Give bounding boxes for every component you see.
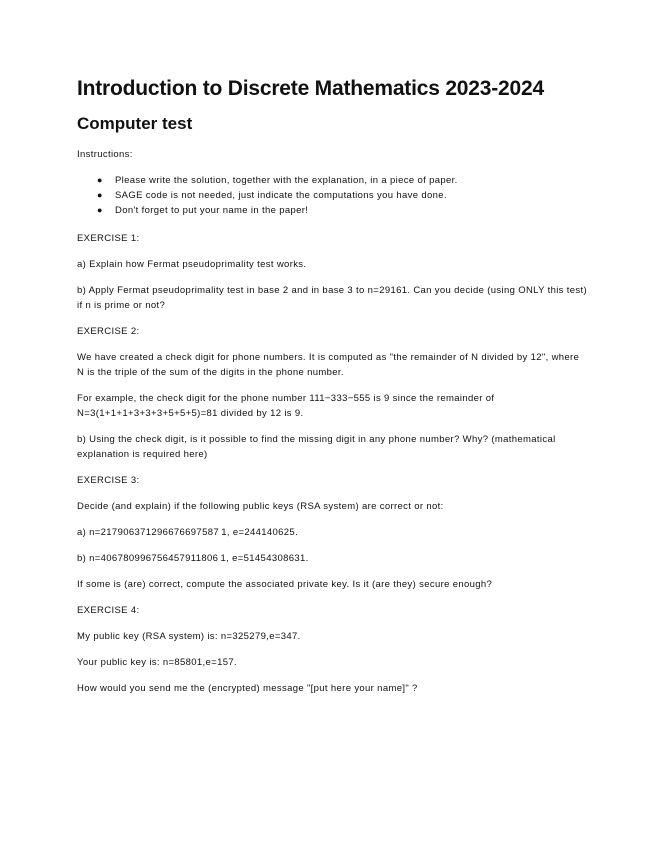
document-subtitle: Computer test	[77, 114, 193, 133]
exercise2-heading: EXERCISE 2:	[77, 326, 140, 337]
exercise3-intro: Decide (and explain) if the following public keys (RSA system) are correct or not:	[77, 501, 444, 512]
document-title: Introduction to Discrete Mathematics 2023-2024	[77, 77, 544, 100]
document-page	[77, 76, 587, 707]
bullet-icon: ●	[97, 190, 103, 200]
exercise4-your-key: Your public key is: n=85801,e=157.	[77, 657, 237, 668]
exercise1-part-b: b) Apply Fermat pseudoprimality test in base 2 and in base 3 to n=29161. Can you decide (using ONLY this test) if n is prime or not?	[77, 285, 587, 311]
exercise3-part-b: b) n=406780996756457911806 1, e=51454308631.	[77, 553, 309, 564]
exercise1-heading: EXERCISE 1:	[77, 233, 140, 244]
bullet-icon: ●	[97, 175, 103, 185]
exercise2-intro: We have created a check digit for phone numbers. It is computed as "the remainder of N divided by 12", where N is the triple of the sum of the digits in the phone number.	[77, 352, 580, 378]
instructions-list	[77, 173, 587, 218]
exercise2-part-b: b) Using the check digit, is it possible to find the missing digit in any phone number? Why? (mathematical explanation is required here)	[77, 434, 556, 460]
exercise3-question: If some is (are) correct, compute the associated private key. Is it (are they) secure enough?	[77, 579, 493, 590]
exercise4-my-key: My public key (RSA system) is: n=325279,e=347.	[77, 631, 301, 642]
list-item	[97, 173, 587, 188]
instruction-text: Don't forget to put your name in the paper!	[115, 205, 309, 216]
bullet-icon: ●	[97, 205, 103, 215]
exercise3-heading: EXERCISE 3:	[77, 475, 140, 486]
instruction-text: Please write the solution, together with the explanation, in a piece of paper.	[115, 175, 458, 186]
list-item	[97, 188, 587, 203]
instructions-label: Instructions:	[77, 149, 133, 160]
list-item	[97, 203, 587, 218]
exercise4-question: How would you send me the (encrypted) message "[put here your name]" ?	[77, 683, 418, 694]
exercise4-heading: EXERCISE 4:	[77, 605, 140, 616]
exercise1-part-a: a) Explain how Fermat pseudoprimality test works.	[77, 259, 307, 270]
instruction-text: SAGE code is not needed, just indicate the computations you have done.	[115, 190, 447, 201]
exercise2-example: For example, the check digit for the phone number 111−333−555 is 9 since the remainder of N=3(1+1+1+3+3+3+5+5+5)=81 divided by 12 is 9.	[77, 393, 495, 419]
exercise3-part-a: a) n=217906371296676697587 1, e=244140625.	[77, 527, 299, 538]
